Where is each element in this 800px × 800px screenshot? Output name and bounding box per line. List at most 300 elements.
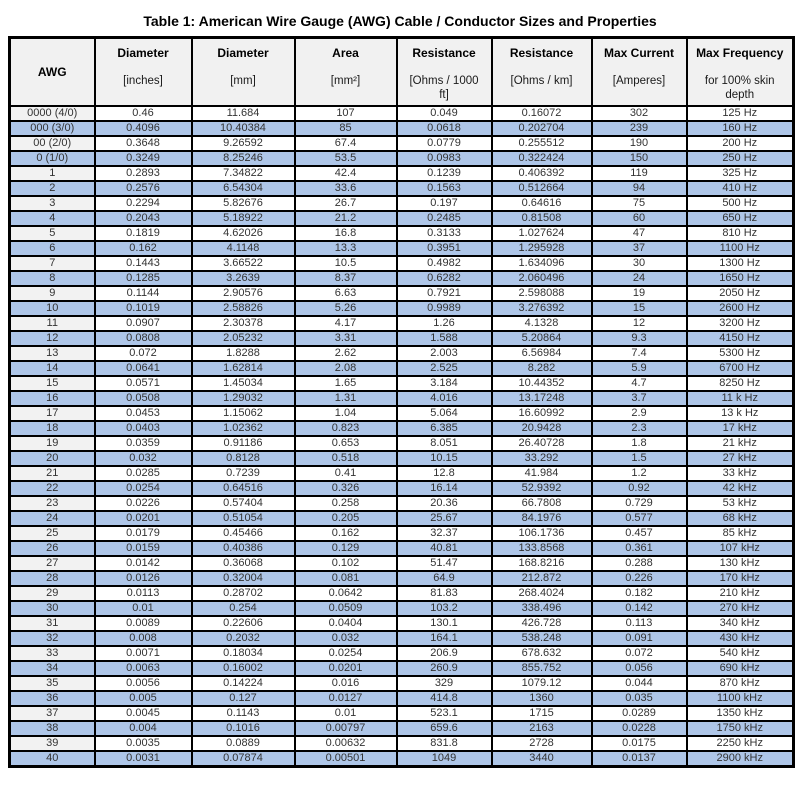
value-cell: 212.872 [492, 571, 592, 586]
value-cell: 13 k Hz [687, 406, 794, 421]
value-cell: 0.197 [397, 196, 492, 211]
value-cell: 16.60992 [492, 406, 592, 421]
value-cell: 68 kHz [687, 511, 794, 526]
table-row [10, 496, 794, 511]
table-row [10, 406, 794, 421]
value-cell: 51.47 [397, 556, 492, 571]
value-cell: 41.984 [492, 466, 592, 481]
value-cell: 0.0618 [397, 121, 492, 136]
awg-cell: 39 [10, 736, 95, 751]
value-cell: 0.361 [592, 541, 687, 556]
value-cell: 500 Hz [687, 196, 794, 211]
value-cell: 0.0127 [295, 691, 397, 706]
value-cell: 0.00501 [295, 751, 397, 767]
value-cell: 0.457 [592, 526, 687, 541]
value-cell: 125 Hz [687, 106, 794, 121]
awg-cell: 20 [10, 451, 95, 466]
value-cell: 40.81 [397, 541, 492, 556]
value-cell: 0.8128 [192, 451, 295, 466]
value-cell: 2250 kHz [687, 736, 794, 751]
value-cell: 1715 [492, 706, 592, 721]
value-cell: 0.7921 [397, 286, 492, 301]
value-cell: 0.406392 [492, 166, 592, 181]
value-cell: 64.9 [397, 571, 492, 586]
value-cell: 0.518 [295, 451, 397, 466]
value-cell: 0.3249 [95, 151, 192, 166]
awg-cell: 37 [10, 706, 95, 721]
value-cell: 21 kHz [687, 436, 794, 451]
value-cell: 0.01 [295, 706, 397, 721]
value-cell: 1079.12 [492, 676, 592, 691]
col-header-label: Max Frequency [696, 46, 784, 60]
value-cell: 0.0089 [95, 616, 192, 631]
value-cell: 33 kHz [687, 466, 794, 481]
awg-cell: 34 [10, 661, 95, 676]
value-cell: 678.632 [492, 646, 592, 661]
table-row [10, 241, 794, 256]
value-cell: 0.64616 [492, 196, 592, 211]
table-row [10, 736, 794, 751]
table-row [10, 481, 794, 496]
table-row [10, 751, 794, 767]
value-cell: 538.248 [492, 631, 592, 646]
value-cell: 4.62026 [192, 226, 295, 241]
value-cell: 0.129 [295, 541, 397, 556]
value-cell: 870 kHz [687, 676, 794, 691]
value-cell: 0.0641 [95, 361, 192, 376]
value-cell: 107 [295, 106, 397, 121]
table-row [10, 526, 794, 541]
value-cell: 1350 kHz [687, 706, 794, 721]
value-cell: 25.67 [397, 511, 492, 526]
value-cell: 0.0453 [95, 406, 192, 421]
value-cell: 338.496 [492, 601, 592, 616]
awg-cell: 17 [10, 406, 95, 421]
value-cell: 5.18922 [192, 211, 295, 226]
col-header-label: Resistance [509, 46, 574, 60]
value-cell: 1.62814 [192, 361, 295, 376]
value-cell: 3440 [492, 751, 592, 767]
value-cell: 8.25246 [192, 151, 295, 166]
value-cell: 1650 Hz [687, 271, 794, 286]
col-header-resistance-km [492, 38, 592, 107]
awg-cell: 8 [10, 271, 95, 286]
value-cell: 0.16002 [192, 661, 295, 676]
value-cell: 0.1563 [397, 181, 492, 196]
value-cell: 0.1144 [95, 286, 192, 301]
value-cell: 426.728 [492, 616, 592, 631]
value-cell: 0.0226 [95, 496, 192, 511]
value-cell: 0.2043 [95, 211, 192, 226]
value-cell: 0.1019 [95, 301, 192, 316]
value-cell: 2.90576 [192, 286, 295, 301]
value-cell: 0.0254 [295, 646, 397, 661]
value-cell: 0.28702 [192, 586, 295, 601]
table-header [10, 38, 794, 107]
value-cell: 0.1016 [192, 721, 295, 736]
value-cell: 0.258 [295, 496, 397, 511]
table-row [10, 376, 794, 391]
value-cell: 0.1285 [95, 271, 192, 286]
table-row [10, 211, 794, 226]
value-cell: 0.081 [295, 571, 397, 586]
value-cell: 0.91186 [192, 436, 295, 451]
value-cell: 0.4982 [397, 256, 492, 271]
value-cell: 0.512664 [492, 181, 592, 196]
value-cell: 0.072 [95, 346, 192, 361]
value-cell: 7.34822 [192, 166, 295, 181]
value-cell: 0.0056 [95, 676, 192, 691]
table-row [10, 571, 794, 586]
value-cell: 0.0175 [592, 736, 687, 751]
value-cell: 1.2 [592, 466, 687, 481]
value-cell: 2.003 [397, 346, 492, 361]
table-row [10, 361, 794, 376]
value-cell: 1.15062 [192, 406, 295, 421]
value-cell: 0.2032 [192, 631, 295, 646]
value-cell: 0.072 [592, 646, 687, 661]
awg-cell: 11 [10, 316, 95, 331]
awg-cell: 6 [10, 241, 95, 256]
col-header-label: Diameter [117, 46, 169, 60]
col-header-unit: [Amperes] [612, 75, 666, 87]
col-header-unit: [inches] [123, 75, 163, 87]
value-cell: 0.1143 [192, 706, 295, 721]
awg-cell: 10 [10, 301, 95, 316]
value-cell: 60 [592, 211, 687, 226]
value-cell: 4.1148 [192, 241, 295, 256]
value-cell: 260.9 [397, 661, 492, 676]
value-cell: 0.0889 [192, 736, 295, 751]
table-row [10, 451, 794, 466]
awg-cell: 35 [10, 676, 95, 691]
value-cell: 3.7 [592, 391, 687, 406]
value-cell: 1360 [492, 691, 592, 706]
value-cell: 0.044 [592, 676, 687, 691]
value-cell: 5300 Hz [687, 346, 794, 361]
awg-cell: 38 [10, 721, 95, 736]
value-cell: 0.113 [592, 616, 687, 631]
value-cell: 0.035 [592, 691, 687, 706]
value-cell: 164.1 [397, 631, 492, 646]
value-cell: 0.0201 [95, 511, 192, 526]
value-cell: 0.36068 [192, 556, 295, 571]
value-cell: 1.29032 [192, 391, 295, 406]
value-cell: 0.182 [592, 586, 687, 601]
value-cell: 2.30378 [192, 316, 295, 331]
awg-cell: 0 (1/0) [10, 151, 95, 166]
value-cell: 0.322424 [492, 151, 592, 166]
value-cell: 3.276392 [492, 301, 592, 316]
value-cell: 8.051 [397, 436, 492, 451]
table-body [10, 106, 794, 767]
value-cell: 0.3133 [397, 226, 492, 241]
value-cell: 1.295928 [492, 241, 592, 256]
col-header-unit: [Ohms / km] [510, 75, 573, 87]
value-cell: 10.5 [295, 256, 397, 271]
value-cell: 0.45466 [192, 526, 295, 541]
awg-cell: 000 (3/0) [10, 121, 95, 136]
value-cell: 2.08 [295, 361, 397, 376]
value-cell: 0.00797 [295, 721, 397, 736]
table-row [10, 286, 794, 301]
value-cell: 2.05232 [192, 331, 295, 346]
value-cell: 200 Hz [687, 136, 794, 151]
value-cell: 0.46 [95, 106, 192, 121]
value-cell: 810 Hz [687, 226, 794, 241]
col-header-diameter-inches [95, 38, 192, 107]
value-cell: 0.16072 [492, 106, 592, 121]
value-cell: 168.8216 [492, 556, 592, 571]
value-cell: 2.525 [397, 361, 492, 376]
value-cell: 0.729 [592, 496, 687, 511]
value-cell: 0.0359 [95, 436, 192, 451]
value-cell: 0.0508 [95, 391, 192, 406]
value-cell: 10.40384 [192, 121, 295, 136]
table-row [10, 151, 794, 166]
awg-cell: 16 [10, 391, 95, 406]
value-cell: 690 kHz [687, 661, 794, 676]
value-cell: 3200 Hz [687, 316, 794, 331]
value-cell: 0.0179 [95, 526, 192, 541]
value-cell: 1.5 [592, 451, 687, 466]
value-cell: 0.0403 [95, 421, 192, 436]
table-row [10, 721, 794, 736]
value-cell: 831.8 [397, 736, 492, 751]
header-row [10, 38, 794, 107]
value-cell: 4.7 [592, 376, 687, 391]
value-cell: 0.653 [295, 436, 397, 451]
value-cell: 27 kHz [687, 451, 794, 466]
value-cell: 0.127 [192, 691, 295, 706]
value-cell: 42.4 [295, 166, 397, 181]
value-cell: 12.8 [397, 466, 492, 481]
value-cell: 75 [592, 196, 687, 211]
value-cell: 1.02362 [192, 421, 295, 436]
value-cell: 0.40386 [192, 541, 295, 556]
value-cell: 0.0113 [95, 586, 192, 601]
value-cell: 5.9 [592, 361, 687, 376]
value-cell: 21.2 [295, 211, 397, 226]
value-cell: 0.226 [592, 571, 687, 586]
value-cell: 20.36 [397, 496, 492, 511]
table-row [10, 391, 794, 406]
value-cell: 6.54304 [192, 181, 295, 196]
awg-cell: 13 [10, 346, 95, 361]
value-cell: 19 [592, 286, 687, 301]
value-cell: 325 Hz [687, 166, 794, 181]
value-cell: 32.37 [397, 526, 492, 541]
value-cell: 0.202704 [492, 121, 592, 136]
value-cell: 0.0779 [397, 136, 492, 151]
value-cell: 430 kHz [687, 631, 794, 646]
awg-cell: 28 [10, 571, 95, 586]
table-row [10, 616, 794, 631]
value-cell: 0.2294 [95, 196, 192, 211]
value-cell: 0.3951 [397, 241, 492, 256]
value-cell: 239 [592, 121, 687, 136]
value-cell: 0.255512 [492, 136, 592, 151]
value-cell: 170 kHz [687, 571, 794, 586]
value-cell: 9.26592 [192, 136, 295, 151]
value-cell: 270 kHz [687, 601, 794, 616]
col-header-label: AWG [37, 65, 67, 79]
value-cell: 37 [592, 241, 687, 256]
value-cell: 130.1 [397, 616, 492, 631]
value-cell: 2728 [492, 736, 592, 751]
table-row [10, 136, 794, 151]
value-cell: 11 k Hz [687, 391, 794, 406]
awg-cell: 1 [10, 166, 95, 181]
value-cell: 0.7239 [192, 466, 295, 481]
awg-cell: 30 [10, 601, 95, 616]
value-cell: 0.2576 [95, 181, 192, 196]
value-cell: 20.9428 [492, 421, 592, 436]
value-cell: 24 [592, 271, 687, 286]
table-row [10, 511, 794, 526]
table-row [10, 271, 794, 286]
table-row [10, 676, 794, 691]
value-cell: 0.162 [95, 241, 192, 256]
table-row [10, 466, 794, 481]
value-cell: 85 kHz [687, 526, 794, 541]
value-cell: 0.162 [295, 526, 397, 541]
value-cell: 0.0642 [295, 586, 397, 601]
value-cell: 210 kHz [687, 586, 794, 601]
value-cell: 0.4096 [95, 121, 192, 136]
value-cell: 0.577 [592, 511, 687, 526]
value-cell: 5.26 [295, 301, 397, 316]
awg-cell: 7 [10, 256, 95, 271]
value-cell: 414.8 [397, 691, 492, 706]
col-header-label: Diameter [217, 46, 269, 60]
value-cell: 0.18034 [192, 646, 295, 661]
awg-cell: 23 [10, 496, 95, 511]
value-cell: 302 [592, 106, 687, 121]
table-row [10, 316, 794, 331]
value-cell: 1100 kHz [687, 691, 794, 706]
value-cell: 0.102 [295, 556, 397, 571]
value-cell: 0.0571 [95, 376, 192, 391]
value-cell: 6.63 [295, 286, 397, 301]
value-cell: 190 [592, 136, 687, 151]
value-cell: 0.0808 [95, 331, 192, 346]
value-cell: 2050 Hz [687, 286, 794, 301]
awg-cell: 4 [10, 211, 95, 226]
value-cell: 0.1239 [397, 166, 492, 181]
value-cell: 4.17 [295, 316, 397, 331]
value-cell: 6700 Hz [687, 361, 794, 376]
value-cell: 2.060496 [492, 271, 592, 286]
value-cell: 2900 kHz [687, 751, 794, 767]
value-cell: 6.56984 [492, 346, 592, 361]
table-row [10, 661, 794, 676]
value-cell: 2163 [492, 721, 592, 736]
value-cell: 0.091 [592, 631, 687, 646]
value-cell: 0.0254 [95, 481, 192, 496]
value-cell: 0.51054 [192, 511, 295, 526]
value-cell: 0.205 [295, 511, 397, 526]
value-cell: 84.1976 [492, 511, 592, 526]
value-cell: 67.4 [295, 136, 397, 151]
value-cell: 119 [592, 166, 687, 181]
awg-cell: 21 [10, 466, 95, 481]
awg-cell: 9 [10, 286, 95, 301]
value-cell: 1300 Hz [687, 256, 794, 271]
value-cell: 52.9392 [492, 481, 592, 496]
awg-cell: 18 [10, 421, 95, 436]
value-cell: 66.7808 [492, 496, 592, 511]
col-header-diameter-mm [192, 38, 295, 107]
value-cell: 8.282 [492, 361, 592, 376]
value-cell: 160 Hz [687, 121, 794, 136]
value-cell: 0.0201 [295, 661, 397, 676]
value-cell: 0.008 [95, 631, 192, 646]
value-cell: 33.6 [295, 181, 397, 196]
value-cell: 2.3 [592, 421, 687, 436]
table-row [10, 106, 794, 121]
value-cell: 0.14224 [192, 676, 295, 691]
value-cell: 2.598088 [492, 286, 592, 301]
value-cell: 15 [592, 301, 687, 316]
value-cell: 0.288 [592, 556, 687, 571]
value-cell: 0.1819 [95, 226, 192, 241]
value-cell: 1.65 [295, 376, 397, 391]
col-header-label: Max Current [603, 46, 674, 60]
value-cell: 0.049 [397, 106, 492, 121]
value-cell: 106.1736 [492, 526, 592, 541]
value-cell: 0.032 [95, 451, 192, 466]
value-cell: 2.58826 [192, 301, 295, 316]
table-row [10, 121, 794, 136]
awg-cell: 33 [10, 646, 95, 661]
table-row [10, 256, 794, 271]
table-row [10, 436, 794, 451]
table-row [10, 586, 794, 601]
value-cell: 0.81508 [492, 211, 592, 226]
value-cell: 650 Hz [687, 211, 794, 226]
value-cell: 0.9989 [397, 301, 492, 316]
value-cell: 0.0126 [95, 571, 192, 586]
value-cell: 0.056 [592, 661, 687, 676]
table-row [10, 706, 794, 721]
table-row [10, 541, 794, 556]
value-cell: 1.04 [295, 406, 397, 421]
value-cell: 329 [397, 676, 492, 691]
table-row [10, 556, 794, 571]
value-cell: 0.032 [295, 631, 397, 646]
col-header-max-frequency [687, 38, 794, 107]
value-cell: 13.3 [295, 241, 397, 256]
value-cell: 0.6282 [397, 271, 492, 286]
value-cell: 0.0063 [95, 661, 192, 676]
table-row [10, 196, 794, 211]
table-row [10, 421, 794, 436]
value-cell: 33.292 [492, 451, 592, 466]
table-row [10, 166, 794, 181]
value-cell: 9.3 [592, 331, 687, 346]
value-cell: 340 kHz [687, 616, 794, 631]
value-cell: 0.142 [592, 601, 687, 616]
value-cell: 0.0285 [95, 466, 192, 481]
table-row [10, 181, 794, 196]
value-cell: 0.2893 [95, 166, 192, 181]
value-cell: 7.4 [592, 346, 687, 361]
value-cell: 0.22606 [192, 616, 295, 631]
col-header-max-current [592, 38, 687, 107]
value-cell: 12 [592, 316, 687, 331]
value-cell: 3.184 [397, 376, 492, 391]
